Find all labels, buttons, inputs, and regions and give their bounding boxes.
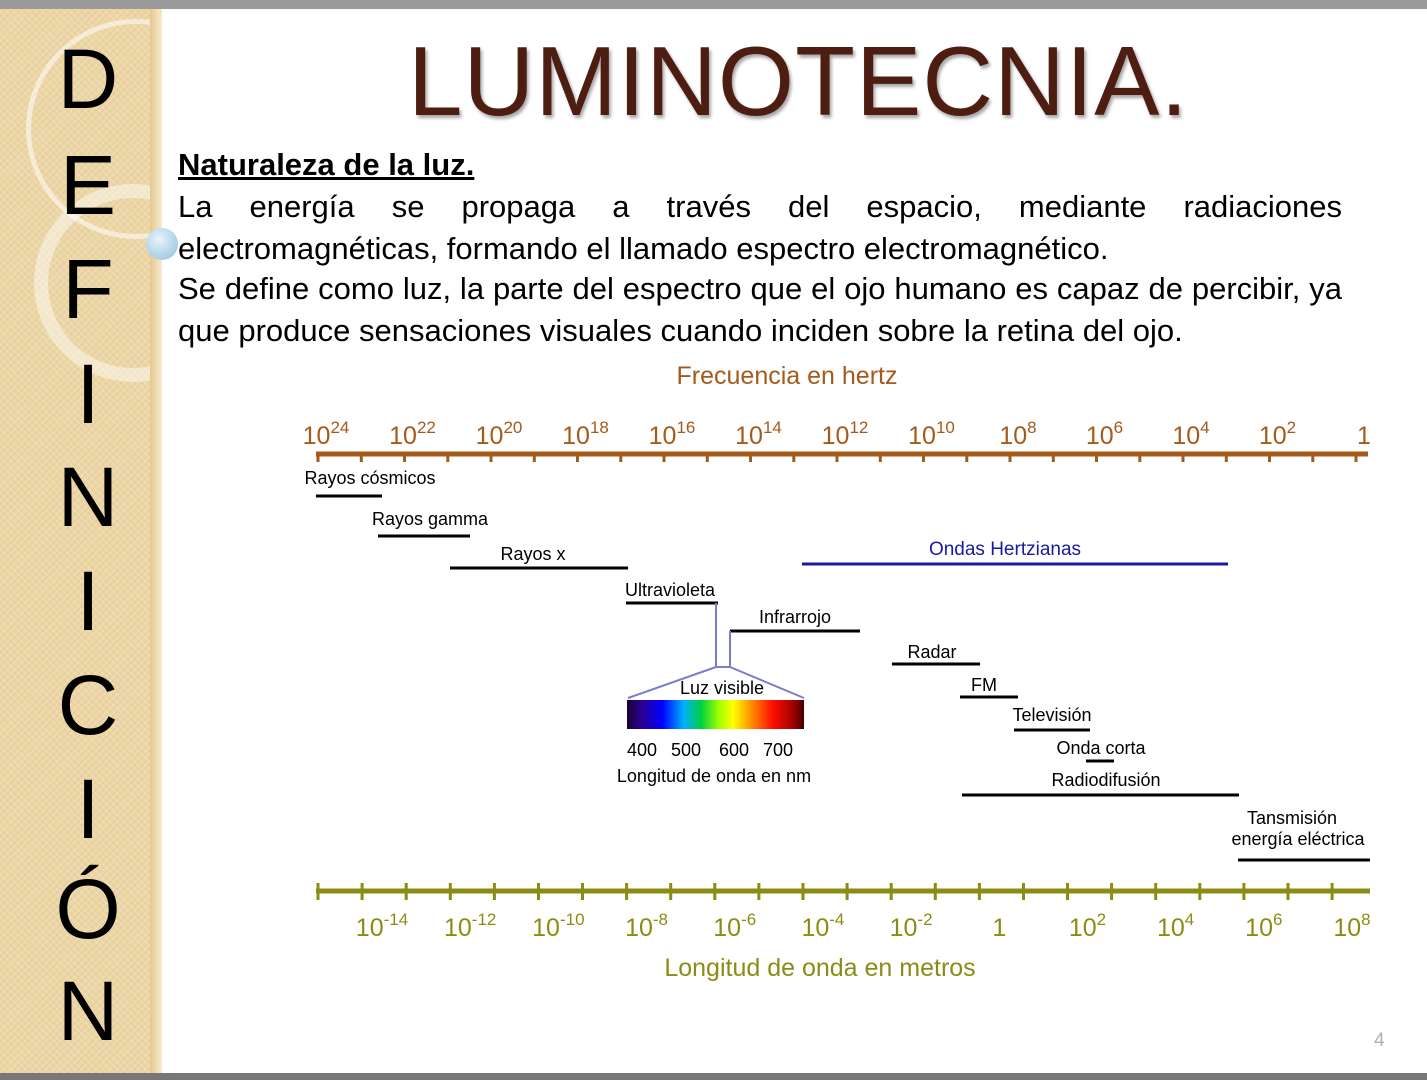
frequency-tick-label: 104 [1172, 418, 1210, 450]
sidebar-letter: Ó [55, 862, 121, 956]
visible-light-callout [730, 631, 804, 698]
sidebar-letter: F [62, 242, 114, 336]
frequency-tick-label: 102 [1258, 418, 1297, 450]
wavelength-tick-label: 10-2 [889, 910, 933, 942]
frequency-tick-label: 1010 [908, 418, 955, 450]
frequency-tick-label: 1024 [302, 418, 350, 450]
visible-scale-value: 700 [762, 740, 794, 760]
sidebar-letter: D [57, 32, 119, 126]
wavelength-axis-ticks [318, 883, 1332, 900]
frequency-axis-tick-labels [303, 418, 1371, 450]
visible-scale-value: 400 [626, 740, 658, 760]
wavelength-tick-label: 10-4 [801, 910, 845, 942]
sidebar-letter: I [76, 762, 100, 856]
wavelength-tick-label: 10-8 [625, 910, 669, 942]
band-label-fm: FM [971, 675, 997, 695]
window-top-border [0, 0, 1427, 9]
band-label-power: energía eléctrica [1231, 829, 1365, 849]
frequency-tick-label: 106 [1085, 418, 1124, 450]
band-label-tv: Televisión [1012, 705, 1092, 725]
visible-light-gradient [627, 700, 804, 729]
band-label-uv: Ultravioleta [624, 580, 716, 600]
slide-title: LUMINOTECNIA. [408, 26, 1189, 136]
sidebar-panel [0, 9, 160, 1073]
wavelength-axis-label: Longitud de onda en metros [664, 954, 976, 982]
sidebar-letter: I [76, 347, 100, 441]
band-label-hertzian: Ondas Hertzianas [928, 539, 1082, 560]
page-number: 4 [1374, 1030, 1385, 1051]
wavelength-tick-label: 10-14 [355, 910, 409, 942]
sidebar-letter: I [76, 554, 100, 648]
sidebar-edge [150, 9, 162, 1073]
band-label-ir: Infrarrojo [758, 607, 832, 627]
frequency-tick-label: 1018 [562, 418, 609, 450]
wavelength-tick-label: 10-10 [532, 910, 585, 942]
frequency-axis-label: Frecuencia en hertz [676, 362, 898, 390]
visible-light-label: Luz visible [679, 678, 765, 698]
wavelength-tick-label: 102 [1068, 910, 1107, 942]
frequency-axis-ticks [318, 454, 1356, 462]
frequency-tick-label: 1016 [648, 418, 696, 450]
band-label-xray: Rayos x [500, 544, 566, 564]
visible-light-callout [628, 603, 716, 698]
wavelength-axis-tick-labels [356, 910, 1371, 942]
section-heading: Naturaleza de la luz. [178, 147, 475, 182]
band-label-broadcast: Radiodifusión [1051, 770, 1161, 790]
frequency-tick-label: 1022 [389, 418, 436, 450]
sidebar-letter: C [57, 658, 119, 752]
sidebar-letter: N [57, 450, 119, 544]
wavelength-tick-label: 106 [1245, 910, 1283, 942]
paragraph: La energía se propaga a través del espacio, mediante radiaciones electromagnéticas, formando el llamado espectro electromagnético. [178, 189, 1342, 266]
wavelength-tick-label: 1 [992, 914, 1007, 942]
sidebar-letter: N [57, 964, 119, 1058]
frequency-tick-label: 1012 [821, 418, 869, 450]
wavelength-tick-label: 10-12 [443, 910, 497, 942]
wavelength-tick-label: 108 [1333, 910, 1371, 942]
visible-scale-label: Longitud de onda en nm [616, 766, 812, 786]
band-label-power: Tansmisión [1246, 808, 1338, 828]
band-label-shortwave: Onda corta [1056, 738, 1146, 758]
frequency-tick-label: 108 [999, 418, 1037, 450]
frequency-tick-label: 1 [1357, 422, 1371, 450]
sidebar-letter: E [59, 138, 117, 232]
band-label-gamma: Rayos gamma [371, 509, 489, 529]
band-label-radar: Radar [907, 642, 957, 662]
frequency-tick-label: 1014 [735, 418, 782, 450]
visible-scale-value: 600 [718, 740, 750, 760]
wavelength-tick-label: 10-6 [713, 910, 757, 942]
frequency-tick-label: 1020 [475, 418, 523, 450]
visible-scale-value: 500 [670, 740, 702, 760]
paragraph: Se define como luz, la parte del espectro que el ojo humano es capaz de percibir, ya que produce sensaciones visuales cuando inciden sobre la retina del ojo. [178, 271, 1342, 348]
wavelength-tick-label: 104 [1156, 910, 1195, 942]
band-label-cosmic: Rayos cósmicos [304, 468, 436, 488]
window-bottom-border [0, 1073, 1427, 1080]
decorative-bubble [146, 228, 178, 260]
